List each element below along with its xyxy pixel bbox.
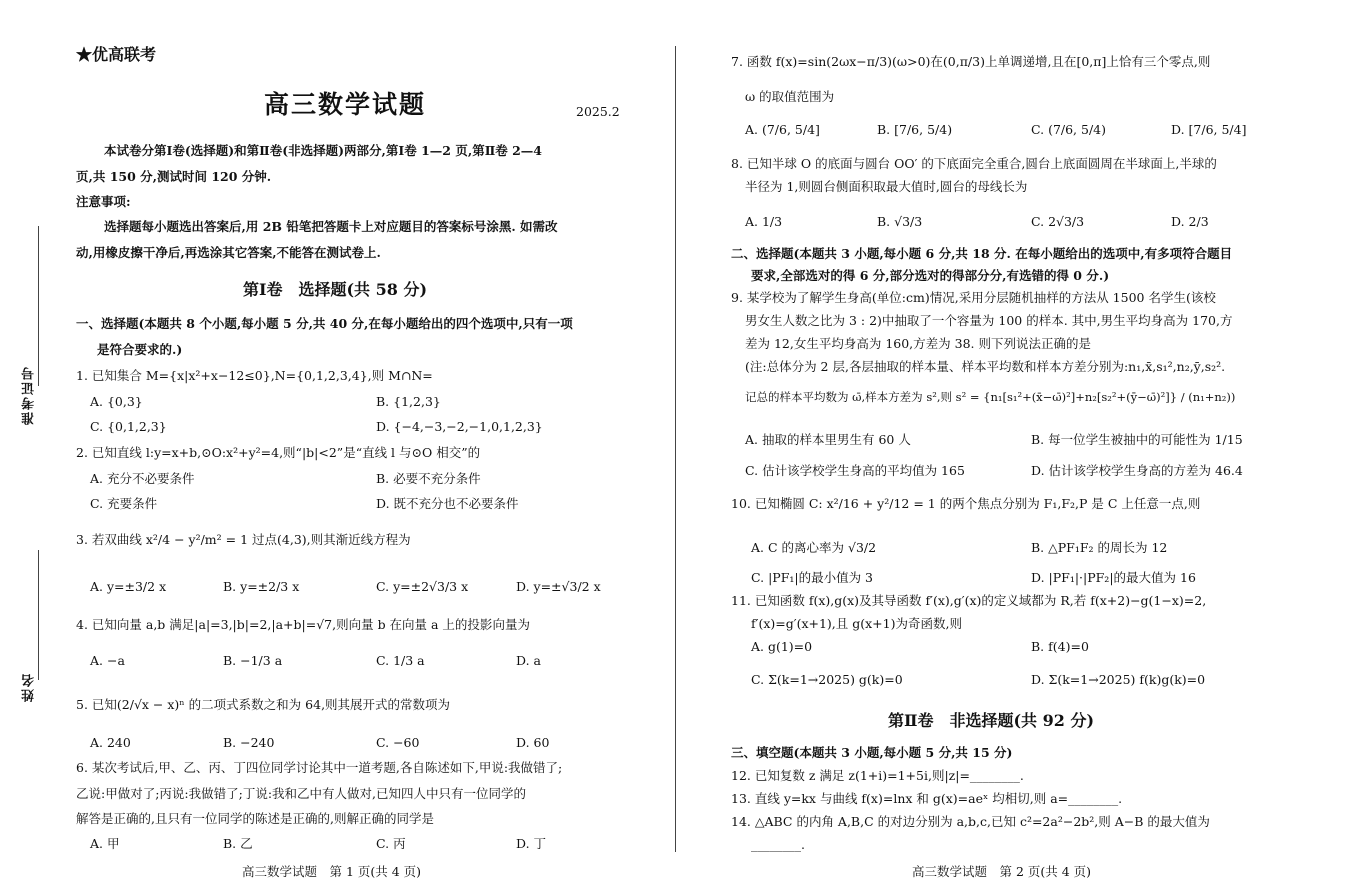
q6-option-b: B. 乙 bbox=[223, 836, 253, 851]
q9-line-5: 记总的样本平均数为 ω̄,样本方差为 s²,则 s² = {n₁[s₁²+(x̄−ω̄)²]+n₂[s₂²+(ȳ−ω̄)²]} / (n₁+n₂)) bbox=[745, 390, 1236, 404]
name-label: 姓名 bbox=[22, 672, 37, 702]
q6-line-3: 解答是正确的,且只有一位同学的陈述是正确的,则解正确的同学是 bbox=[76, 811, 434, 826]
q1-option-c: C. {0,1,2,3} bbox=[90, 419, 167, 434]
q14-line-1: 14. △ABC 的内角 A,B,C 的对边分别为 a,b,c,已知 c²=2a²−2b²,则 A−B 的最大值为 bbox=[731, 814, 1210, 829]
q5-stem: 5. 已知(2/√x − x)ⁿ 的二项式系数之和为 64,则其展开式的常数项为 bbox=[76, 697, 451, 712]
q9-line-3: 差为 12,女生平均身高为 160,方差为 38. 则下列说法正确的是 bbox=[745, 336, 1091, 351]
q5-option-c: C. −60 bbox=[376, 735, 420, 750]
q6-option-a: A. 甲 bbox=[90, 836, 120, 851]
footer-left: 高三数学试题 第 1 页(共 4 页) bbox=[242, 864, 422, 879]
q1-option-a: A. {0,3} bbox=[90, 394, 143, 409]
q7-option-a: A. (7/6, 5/4] bbox=[745, 122, 820, 137]
q8-option-b: B. √3/3 bbox=[877, 214, 923, 229]
q6-line-2: 乙说:甲做对了;丙说:我做错了;丁说:我和乙中有人做对,已知四人中只有一位同学的 bbox=[76, 786, 527, 801]
q2-option-c: C. 充要条件 bbox=[90, 496, 158, 511]
q3-stem: 3. 若双曲线 x²/4 − y²/m² = 1 过点(4,3),则其渐近线方程为 bbox=[76, 532, 411, 547]
q5-option-b: B. −240 bbox=[223, 735, 275, 750]
q9-line-4: (注:总体分为 2 层,各层抽取的样本量、样本平均数和样本方差分别为:n₁,x̄,s₁²,n₂,ȳ,s₂². bbox=[745, 359, 1226, 374]
q10-option-a: A. C 的离心率为 √3/2 bbox=[751, 540, 877, 555]
q4-option-c: C. 1/3 a bbox=[376, 653, 425, 668]
notice-line-1: 选择题每小题选出答案后,用 2B 铅笔把答题卡上对应题目的答案标号涂黑. 如需改 bbox=[104, 219, 558, 234]
q7-line-1: 7. 函数 f(x)=sin(2ωx−π/3)(ω>0)在(0,π/3)上单调递增,且在[0,π]上恰有三个零点,则 bbox=[731, 54, 1211, 69]
q1-option-d: D. {−4,−3,−2,−1,0,1,2,3} bbox=[376, 419, 543, 434]
q11-option-b: B. f(4)=0 bbox=[1031, 639, 1089, 654]
q3-option-d: D. y=±√3/2 x bbox=[516, 579, 601, 594]
q10-option-d: D. |PF₁|·|PF₂|的最大值为 16 bbox=[1031, 570, 1196, 585]
intro-line-2: 页,共 150 分,测试时间 120 分钟. bbox=[76, 169, 272, 184]
notice-line-2: 动,用橡皮擦干净后,再选涂其它答案,不能答在测试卷上. bbox=[76, 245, 381, 260]
q7-option-d: D. [7/6, 5/4] bbox=[1171, 122, 1247, 137]
q11-option-a: A. g(1)=0 bbox=[751, 639, 813, 654]
q9-option-b: B. 每一位学生被抽中的可能性为 1/15 bbox=[1031, 432, 1243, 447]
q7-line-2: ω 的取值范围为 bbox=[745, 89, 835, 104]
q6-line-1: 6. 某次考试后,甲、乙、丙、丁四位同学讨论其中一道考题,各自陈述如下,甲说:我做错了; bbox=[76, 760, 563, 775]
q7-option-c: C. (7/6, 5/4) bbox=[1031, 122, 1106, 137]
q9-line-2: 男女生人数之比为 3 : 2)中抽取了一个容量为 100 的样本. 其中,男生平均身高为 170,方 bbox=[745, 313, 1233, 328]
q6-option-c: C. 丙 bbox=[376, 836, 406, 851]
q10-stem: 10. 已知椭圆 C: x²/16 + y²/12 = 1 的两个焦点分别为 F₁,F₂,P 是 C 上任意一点,则 bbox=[731, 496, 1201, 511]
q8-line-1: 8. 已知半球 O 的底面与圆台 OO′ 的下底面完全重合,圆台上底面圆周在半球面上,半球的 bbox=[731, 156, 1217, 171]
q4-stem: 4. 已知向量 a,b 满足|a|=3,|b|=2,|a+b|=√7,则向量 b 在向量 a 上的投影向量为 bbox=[76, 617, 530, 632]
q6-option-d: D. 丁 bbox=[516, 836, 547, 851]
q1-stem: 1. 已知集合 M={x|x²+x−12≤0},N={0,1,2,3,4},则 M∩N= bbox=[76, 368, 433, 383]
exam-date: 2025.2 bbox=[576, 104, 620, 119]
q11-line-1: 11. 已知函数 f(x),g(x)及其导函数 f′(x),g′(x)的定义域都为 R,若 f(x+2)−g(1−x)=2, bbox=[731, 593, 1207, 608]
q3-option-a: A. y=±3/2 x bbox=[90, 579, 167, 594]
q14-line-2: ________. bbox=[751, 837, 805, 852]
q11-option-d: D. Σ(k=1→2025) f(k)g(k)=0 bbox=[1031, 672, 1206, 687]
q11-option-c: C. Σ(k=1→2025) g(k)=0 bbox=[751, 672, 903, 687]
section2-line-1: 二、选择题(本题共 3 小题,每小题 6 分,共 18 分. 在每小题给出的选项中,有多项符合题目 bbox=[731, 246, 1233, 261]
q9-option-d: D. 估计该学校学生身高的方差为 46.4 bbox=[1031, 463, 1243, 478]
q10-option-c: C. |PF₁|的最小值为 3 bbox=[751, 570, 874, 585]
q7-option-b: B. [7/6, 5/4) bbox=[877, 122, 953, 137]
q3-option-b: B. y=±2/3 x bbox=[223, 579, 300, 594]
q11-line-2: f′(x)=g′(x+1),且 g(x+1)为奇函数,则 bbox=[751, 616, 962, 631]
q2-option-a: A. 充分不必要条件 bbox=[90, 471, 195, 486]
q12: 12. 已知复数 z 满足 z(1+i)=1+5i,则|z|=________. bbox=[731, 768, 1024, 783]
page-divider bbox=[675, 46, 676, 852]
q9-option-a: A. 抽取的样本里男生有 60 人 bbox=[745, 432, 911, 447]
section3-heading: 三、填空题(本题共 3 小题,每小题 5 分,共 15 分) bbox=[731, 745, 1013, 760]
q2-stem: 2. 已知直线 l:y=x+b,⊙O:x²+y²=4,则“|b|<2”是“直线 l 与⊙O 相交”的 bbox=[76, 445, 481, 460]
exam-number-label: 准考证号 bbox=[22, 365, 37, 425]
q2-option-d: D. 既不充分也不必要条件 bbox=[376, 496, 519, 511]
q8-option-c: C. 2√3/3 bbox=[1031, 214, 1085, 229]
q4-option-a: A. −a bbox=[90, 653, 125, 668]
page-title: 高三数学试题 bbox=[264, 90, 427, 119]
q8-line-2: 半径为 1,则圆台侧面积取最大值时,圆台的母线长为 bbox=[745, 179, 1028, 194]
q3-option-c: C. y=±2√3/3 x bbox=[376, 579, 469, 594]
intro-line-1: 本试卷分第Ⅰ卷(选择题)和第Ⅱ卷(非选择题)两部分,第Ⅰ卷 1—2 页,第Ⅱ卷 2—4 bbox=[104, 143, 542, 158]
exam-number-rule bbox=[38, 226, 39, 386]
part1-heading: 第Ⅰ卷 选择题(共 58 分) bbox=[243, 280, 428, 299]
q10-option-b: B. △PF₁F₂ 的周长为 12 bbox=[1031, 540, 1168, 555]
q8-option-a: A. 1/3 bbox=[745, 214, 783, 229]
q9-option-c: C. 估计该学校学生身高的平均值为 165 bbox=[745, 463, 965, 478]
q8-option-d: D. 2/3 bbox=[1171, 214, 1209, 229]
q2-option-b: B. 必要不充分条件 bbox=[376, 471, 481, 486]
q4-option-b: B. −1/3 a bbox=[223, 653, 283, 668]
section2-line-2: 要求,全部选对的得 6 分,部分选对的得部分分,有选错的得 0 分.) bbox=[751, 268, 1110, 283]
footer-right: 高三数学试题 第 2 页(共 4 页) bbox=[912, 864, 1092, 879]
q5-option-a: A. 240 bbox=[90, 735, 131, 750]
section1-line-2: 是符合要求的.) bbox=[97, 342, 183, 357]
name-rule bbox=[38, 550, 39, 680]
q5-option-d: D. 60 bbox=[516, 735, 550, 750]
q13: 13. 直线 y=kx 与曲线 f(x)=lnx 和 g(x)=aeˣ 均相切,则 a=________. bbox=[731, 791, 1123, 806]
part2-heading: 第Ⅱ卷 非选择题(共 92 分) bbox=[888, 711, 1095, 730]
brand-label: ★优高联考 bbox=[76, 45, 157, 64]
notice-heading: 注意事项: bbox=[76, 194, 131, 209]
q1-option-b: B. {1,2,3} bbox=[376, 394, 441, 409]
q4-option-d: D. a bbox=[516, 653, 541, 668]
q9-line-1: 9. 某学校为了解学生身高(单位:cm)情况,采用分层随机抽样的方法从 1500 名学生(该校 bbox=[731, 290, 1216, 305]
section1-line-1: 一、选择题(本题共 8 个小题,每小题 5 分,共 40 分,在每小题给出的四个选项中,只有一项 bbox=[76, 316, 573, 331]
